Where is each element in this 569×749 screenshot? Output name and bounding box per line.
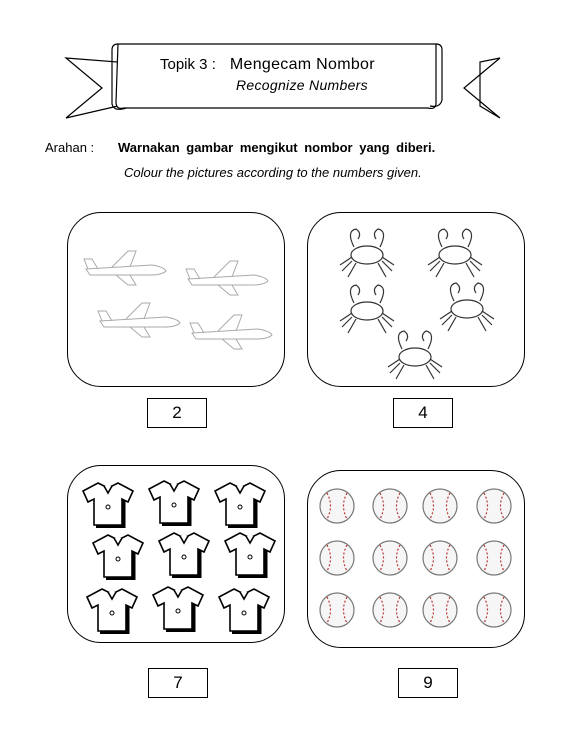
baseball-icon[interactable] <box>475 591 513 629</box>
baseball-icon[interactable] <box>421 591 459 629</box>
instruction-label: Arahan : <box>45 140 95 155</box>
topic-label: Topik 3 : <box>160 56 216 73</box>
number-box: 7 <box>148 668 208 698</box>
baseball-icon[interactable] <box>475 487 513 525</box>
airplane-panel <box>67 212 285 387</box>
baseball-icon[interactable] <box>371 487 409 525</box>
airplane-icon[interactable] <box>96 299 182 339</box>
baseball-icon[interactable] <box>371 591 409 629</box>
crab-panel <box>307 212 525 387</box>
number-box: 2 <box>147 398 207 428</box>
topic-title: Mengecam Nombor <box>229 56 375 73</box>
shirt-icon[interactable] <box>222 530 278 578</box>
baseball-panel <box>307 470 525 648</box>
airplane-icon[interactable] <box>82 247 168 287</box>
baseball-icon[interactable] <box>318 591 356 629</box>
topic-subtitle: Recognize Numbers <box>236 77 368 93</box>
baseball-icon[interactable] <box>421 539 459 577</box>
shirt-icon[interactable] <box>146 478 202 526</box>
shirt-icon[interactable] <box>212 480 268 528</box>
baseball-icon[interactable] <box>318 487 356 525</box>
instruction-text-en: Colour the pictures according to the numbers given. <box>124 165 422 180</box>
shirt-icon[interactable] <box>90 532 146 580</box>
baseball-icon[interactable] <box>421 487 459 525</box>
shirt-icon[interactable] <box>84 586 140 634</box>
number-box: 9 <box>398 668 458 698</box>
instruction-text-ms: Warnakan gambar mengikut nombor yang diberi. <box>118 140 436 155</box>
shirt-icon[interactable] <box>216 586 272 634</box>
baseball-icon[interactable] <box>318 539 356 577</box>
crab-icon[interactable] <box>334 225 400 279</box>
shirt-icon[interactable] <box>150 584 206 632</box>
airplane-icon[interactable] <box>188 311 274 351</box>
crab-icon[interactable] <box>382 327 448 381</box>
shirt-icon[interactable] <box>80 480 136 528</box>
number-box: 4 <box>393 398 453 428</box>
crab-icon[interactable] <box>422 225 488 279</box>
crab-icon[interactable] <box>434 279 500 333</box>
shirt-panel <box>67 465 285 643</box>
topic-heading <box>160 56 375 74</box>
airplane-icon[interactable] <box>184 257 270 297</box>
baseball-icon[interactable] <box>371 539 409 577</box>
baseball-icon[interactable] <box>475 539 513 577</box>
shirt-icon[interactable] <box>156 530 212 578</box>
